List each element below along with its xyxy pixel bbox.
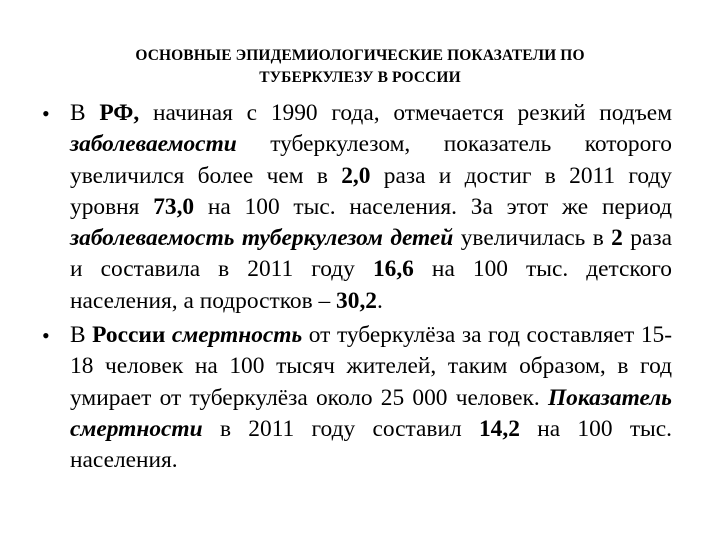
text-bold: 14,2: [478, 415, 520, 442]
text-bold: 16,6: [372, 256, 414, 283]
text-bold: России: [92, 322, 166, 349]
text-segment: В: [70, 100, 100, 126]
text-segment: туберкулезом, показатель которого увеличился более чем в: [70, 131, 672, 189]
text-segment: на 100 тыс. населения.: [70, 415, 672, 474]
text-segment: увеличилась в: [453, 225, 612, 252]
text-segment: раза и достиг в 2011 году уровня: [70, 162, 672, 220]
text-bold-italic: Показатель смертности: [70, 384, 672, 442]
text-segment: от туберкулёза за год составляет 15-18 человек на 100 тысяч жителей, таким образом, в год умирает от туберкулёза около 25 000 человек.: [70, 322, 672, 411]
bullet-list: [0, 98, 720, 477]
text-segment: в 2011 году составил: [202, 415, 479, 442]
text-segment: на 100 тыс. детского населения, а подростков –: [70, 256, 673, 314]
bullet-marker: •: [42, 323, 50, 349]
bullet-marker: •: [42, 101, 50, 126]
text-segment: В: [70, 322, 93, 349]
text-bold: 30,2: [336, 287, 377, 314]
text-bold: 2: [611, 225, 623, 252]
text-segment: раза и составила в 2011 году: [70, 225, 672, 283]
bullet-item-mortality: [0, 320, 720, 476]
text-segment: на 100 тыс. населения. За этот же период: [194, 193, 672, 220]
text-bold-italic: заболеваемость туберкулезом детей: [70, 225, 454, 252]
text-bold: 2,0: [341, 162, 371, 189]
text-bold: 73,0: [153, 193, 195, 220]
text-bold: РФ,: [99, 100, 140, 126]
title-line-2: ТУБЕРКУЛЕЗУ В РОССИИ: [259, 69, 461, 86]
text-bold-italic: смертность: [171, 322, 303, 349]
text-segment: [165, 322, 172, 348]
title-line-1: ОСНОВНЫЕ ЭПИДЕМИОЛОГИЧЕСКИЕ ПОКАЗАТЕЛИ ПО: [135, 47, 585, 64]
text-segment: .: [376, 287, 383, 314]
bullet-item-incidence: [0, 98, 720, 317]
text-segment: начиная с 1990 года, отмечается резкий подъем: [139, 100, 672, 126]
text-bold-italic: заболеваемости: [70, 131, 237, 158]
slide-title: [40, 45, 680, 89]
